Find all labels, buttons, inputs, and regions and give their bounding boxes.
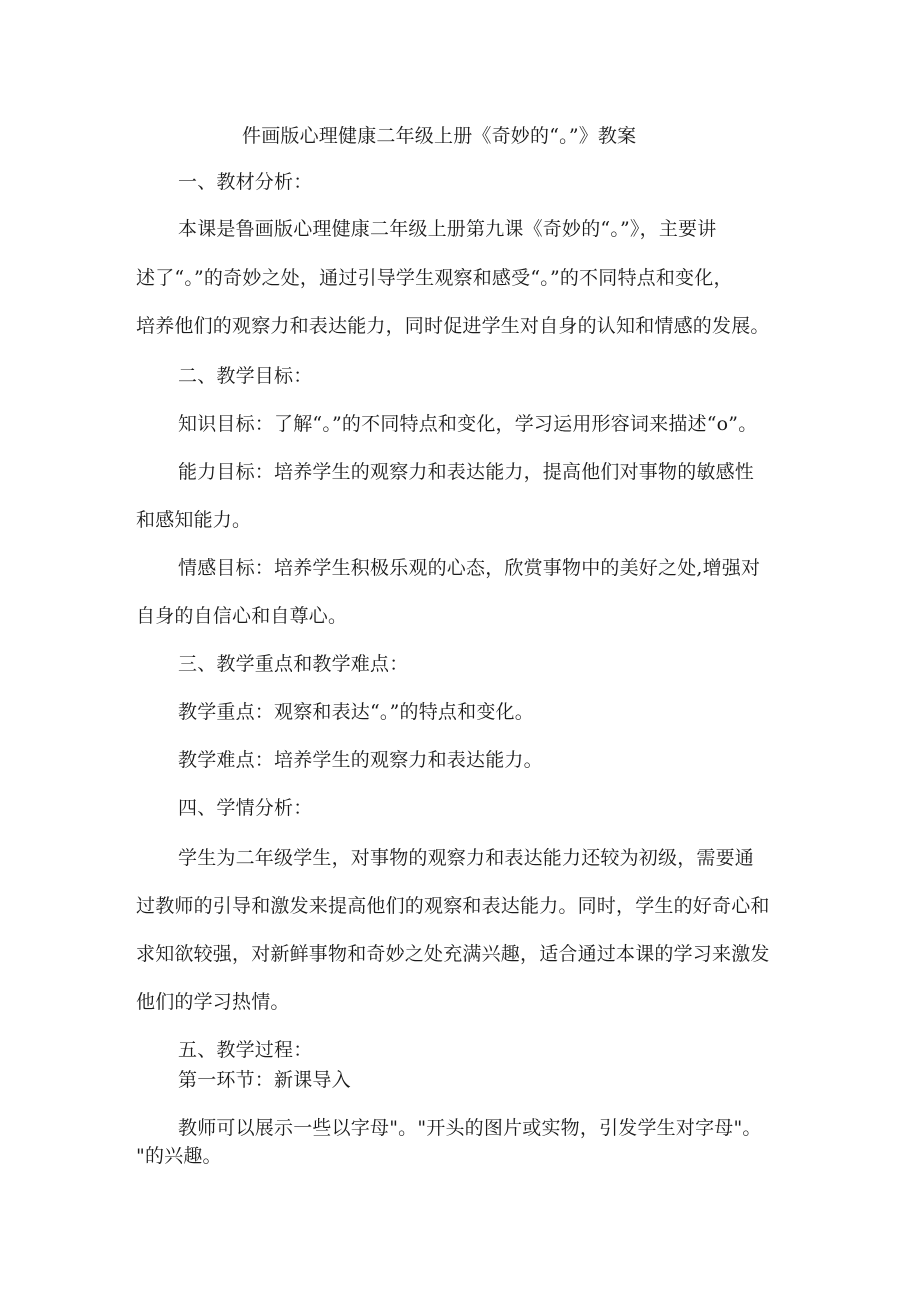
subheading: 第一环节：新课导入: [178, 1069, 351, 1091]
paragraph-line: 本课是鲁画版心理健康二年级上册第九课《奇妙的“。”》，主要讲: [178, 218, 717, 240]
difficulty-point: 教学难点：培养学生的观察力和表达能力。: [178, 749, 543, 771]
paragraph-line: 他们的学习热情。: [136, 991, 290, 1013]
paragraph-line: 培养他们的观察力和表达能力，同时促进学生对自身的认知和情感的发展。: [136, 315, 770, 337]
section-heading-4: 四、学情分析：: [178, 797, 313, 819]
knowledge-goal: 知识目标：了解“。”的不同特点和变化，学习运用形容词来描述“o”。: [178, 413, 758, 435]
document-title: 件画版心理健康二年级上册《奇妙的“。”》教案: [242, 125, 637, 147]
paragraph-line: 过教师的引导和激发来提高他们的观察和表达能力。同时，学生的好奇心和: [136, 895, 770, 917]
paragraph-line: 求知欲较强，对新鲜事物和奇妙之处充满兴趣，适合通过本课的学习来激发: [136, 943, 770, 965]
emotion-goal-line: 自身的自信心和自尊心。: [136, 605, 348, 627]
section-heading-2: 二、教学目标：: [178, 365, 313, 387]
emotion-goal-line: 情感目标：培养学生积极乐观的心态，欣赏事物中的美好之处,增强对: [178, 557, 761, 579]
paragraph-line: 学生为二年级学生，对事物的观察力和表达能力还较为初级，需要通: [178, 847, 755, 869]
ability-goal-line: 能力目标：培养学生的观察力和表达能力，提高他们对事物的敏感性: [178, 461, 755, 483]
key-point: 教学重点：观察和表达“。”的特点和变化。: [178, 701, 534, 723]
section-heading-1: 一、教材分析：: [178, 171, 313, 193]
section-heading-5: 五、教学过程：: [178, 1039, 313, 1061]
paragraph-line: 教师可以展示一些以字母"。"开头的图片或实物，引发学生对字母"。: [178, 1117, 762, 1139]
paragraph-line: 述了“。”的奇妙之处，通过引导学生观察和感受“。”的不同特点和变化，: [136, 267, 733, 289]
section-heading-3: 三、教学重点和教学难点：: [178, 653, 409, 675]
paragraph-line: "的兴趣。: [136, 1145, 222, 1167]
ability-goal-line: 和感知能力。: [136, 509, 252, 531]
